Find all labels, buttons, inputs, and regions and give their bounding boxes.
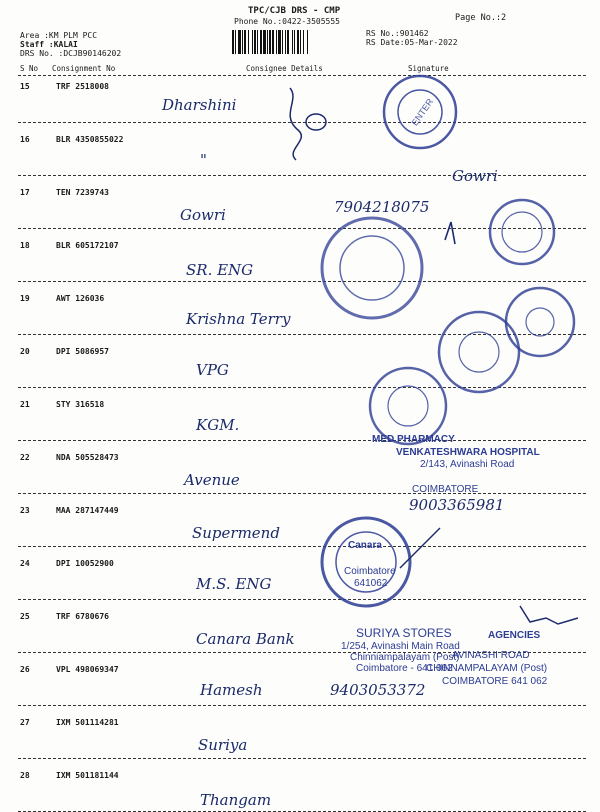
signature-row22-phone: 9003365981 (409, 496, 505, 514)
stamp-hospital: VENKATESHWARA HOSPITAL (396, 447, 540, 458)
drs-number: DRS No. :DCJB90146202 (20, 49, 122, 58)
stamp-suriya-addr: 1/254, Avinashi Main Road (341, 641, 460, 652)
stamp-canara-name: Canara (348, 540, 382, 551)
stamp-hospital-city: COIMBATORE (412, 484, 479, 495)
row-consignment-no: DPI 10052900 (56, 559, 114, 568)
row-consignee-handwritten: Hamesh (200, 681, 263, 699)
row-sno: 21 (20, 400, 30, 409)
row-sno: 17 (20, 188, 30, 197)
row-sno: 23 (20, 506, 30, 515)
stamp-agencies: AGENCIES (488, 630, 541, 641)
row-sno: 28 (20, 771, 30, 780)
stamp-agencies-city: CHINNAMPALAYAM (Post) (426, 663, 548, 674)
row-consignment-no: IXM 501181144 (56, 771, 119, 780)
row-sno: 25 (20, 612, 30, 621)
row-consignee-handwritten: Thangam (200, 791, 272, 809)
rs-number: RS No.:901462 (366, 29, 429, 38)
stamp-agencies-pin: COIMBATORE 641 062 (442, 676, 548, 687)
rs-date: RS Date:05-Mar-2022 (366, 38, 458, 47)
staff-label: Staff :KALAI (20, 40, 78, 49)
col-header-signature: Signature (408, 64, 449, 73)
stamp-agencies-road: AVINASHI ROAD (452, 650, 530, 661)
row-consignee-handwritten: Krishna Terry (186, 310, 291, 328)
row-sno: 19 (20, 294, 30, 303)
col-header-consignment: Consignment No (52, 64, 116, 73)
stamp-avenue (370, 368, 446, 444)
page-number: Page No.:2 (455, 13, 507, 23)
row-consignee-handwritten: M.S. ENG (196, 575, 272, 593)
row-sno: 26 (20, 665, 30, 674)
row-consignee-handwritten: Suriya (198, 736, 248, 754)
stamp-pharmacy: MED PHARMACY (372, 434, 455, 445)
stamp-row15 (384, 76, 456, 148)
area-label: Area :KM PLM PCC (20, 31, 98, 40)
row-consignment-no: DPI 5086957 (56, 347, 109, 356)
row-sno: 16 (20, 135, 30, 144)
row-extra-handwritten: 7904218075 (334, 198, 430, 216)
stamp-suriya-pin: Coimbatore - 641 062 (356, 663, 453, 674)
stamp-krishna (322, 218, 422, 318)
phone-number: Phone No.:0422-3505555 (234, 17, 340, 26)
row-consignment-no: TRF 6780676 (56, 612, 109, 621)
row-sno: 22 (20, 453, 30, 462)
stamp-suriya-city: Chinniampalayam (Post) (350, 652, 460, 663)
svg-text:ENTER: ENTER (409, 96, 436, 128)
row-consignment-no: AWT 126036 (56, 294, 105, 303)
row-consignment-no: IXM 501114281 (56, 718, 119, 727)
row-consignee-handwritten: SR. ENG (186, 261, 254, 279)
row-consignment-no: TEN 7239743 (56, 188, 109, 197)
row-consignee-handwritten: Gowri (180, 206, 226, 224)
stamp-hospital-addr: 2/143, Avinashi Road (420, 459, 515, 470)
row-consignee-handwritten: " (200, 151, 207, 169)
row-consignment-no: VPL 498069347 (56, 665, 119, 674)
stamp-vpg (506, 288, 574, 356)
row-sno: 20 (20, 347, 30, 356)
row-consignee-handwritten: KGM. (196, 416, 240, 434)
col-header-consignee: Consignee Details (246, 64, 323, 73)
row-consignee-handwritten: Dharshini (162, 96, 237, 114)
row-sno: 27 (20, 718, 30, 727)
row-consignment-no: NDA 505528473 (56, 453, 119, 462)
row-consignee-handwritten: Avenue (184, 471, 240, 489)
row-sno: 18 (20, 241, 30, 250)
signature-row17: Gowri (452, 167, 498, 185)
row-consignment-no: MAA 287147449 (56, 506, 119, 515)
row-consignment-no: BLR 605172107 (56, 241, 119, 250)
row-sno: 15 (20, 82, 30, 91)
row-consignment-no: BLR 4350855022 (56, 135, 124, 144)
stamp-canara-pin: 641062 (354, 578, 388, 589)
row-consignee-handwritten: Canara Bank (196, 630, 295, 648)
stamp-suriya-name: SURIYA STORES (356, 626, 452, 640)
stamp-kgm (439, 312, 519, 392)
document-title: TPC/CJB DRS - CMP (248, 6, 341, 16)
row-extra-handwritten: 9403053372 (330, 681, 426, 699)
row-consignment-no: STY 316518 (56, 400, 105, 409)
row-sno: 24 (20, 559, 30, 568)
col-header-sno: S No (20, 64, 39, 73)
stamp-sr-engineers (490, 200, 554, 264)
row-consignee-handwritten: Supermend (192, 524, 280, 542)
stamp-canara-city: Coimbatore (344, 566, 396, 577)
row-consignee-handwritten: VPG (196, 361, 229, 379)
row-consignment-no: TRF 2518008 (56, 82, 109, 91)
stamp-canara (322, 518, 410, 606)
